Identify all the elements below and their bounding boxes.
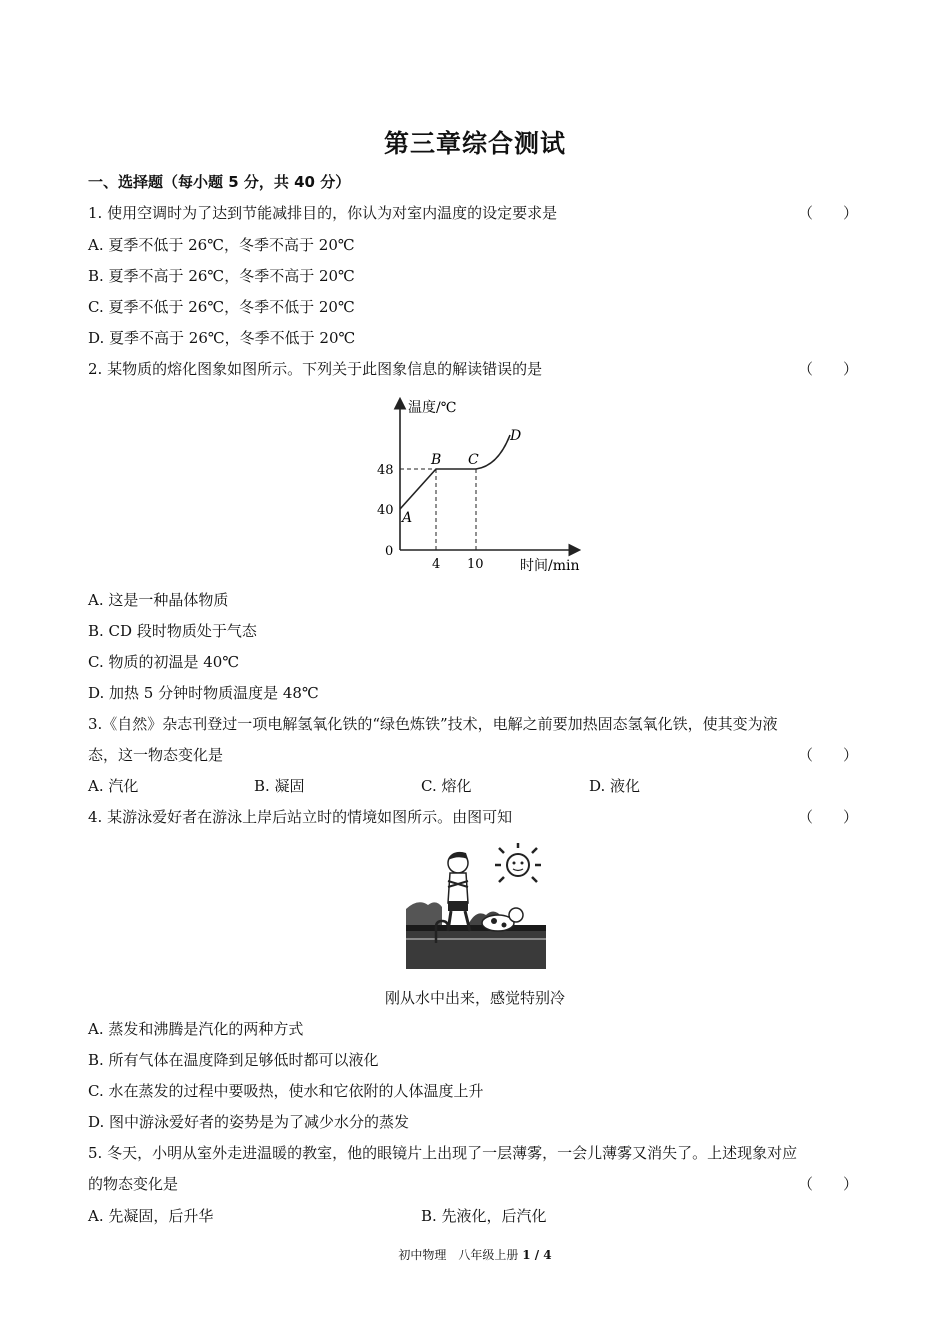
q3-option-c: C. 熔化 — [421, 777, 472, 795]
person-trunks — [448, 901, 468, 911]
q5-stem-line1: 5. 冬天，小明从室外走进温暖的教室，他的眼镜片上出现了一层薄雾，一会儿薄雾又消失了。上述现象对应 — [88, 1144, 798, 1162]
segment-cd — [476, 435, 510, 469]
person-body — [448, 873, 468, 903]
q1-option-d: D. 夏季不高于 26℃，冬季不低于 20℃ — [88, 329, 356, 347]
dog-head — [509, 908, 523, 922]
origin-tick-label: 0 — [385, 544, 394, 559]
point-label-d: D — [510, 428, 522, 444]
sun — [507, 854, 529, 876]
x-tick-10: 10 — [467, 557, 484, 572]
ground — [406, 925, 546, 969]
q4-option-a: A. 蒸发和沸腾是汽化的两种方式 — [88, 1020, 304, 1038]
q4-figure-caption: 刚从水中出来，感觉特别冷 — [384, 989, 565, 1007]
q3-stem-line2: 态，这一物态变化是 — [88, 746, 224, 764]
section-heading: 一、选择题（每小题 5 分，共 40 分） — [88, 173, 351, 191]
q1-stem: 1. 使用空调时为了达到节能减排目的，你认为对室内温度的设定要求是 — [88, 204, 558, 222]
q4-answer-paren: （ ） — [798, 808, 859, 826]
sun-eye-right — [521, 862, 524, 865]
y-tick-40: 40 — [377, 503, 394, 518]
melting-chart — [370, 390, 590, 580]
dog-spot-2 — [502, 923, 507, 928]
y-tick-48: 48 — [377, 463, 394, 478]
footer-text: 初中物理 八年级上册 — [398, 1248, 523, 1262]
q2-option-c: C. 物质的初温是 40℃ — [88, 653, 240, 671]
q5-answer-paren: （ ） — [798, 1175, 859, 1193]
dog-spot — [491, 918, 497, 924]
q2-answer-paren: （ ） — [798, 360, 859, 378]
q5-option-b: B. 先液化，后汽化 — [421, 1207, 547, 1225]
q4-option-d: D. 图中游泳爱好者的姿势是为了减少水分的蒸发 — [88, 1113, 410, 1131]
q2-option-b: B. CD 段时物质处于气态 — [88, 622, 257, 640]
q2-stem: 2. 某物质的熔化图象如图所示。下列关于此图象信息的解读错误的是 — [88, 360, 543, 378]
q3-option-a: A. 汽化 — [88, 777, 139, 795]
q5-stem-line2: 的物态变化是 — [88, 1175, 179, 1193]
q1-answer-paren: （ ） — [798, 204, 859, 222]
q3-option-b: B. 凝固 — [254, 777, 305, 795]
q4-option-c: C. 水在蒸发的过程中要吸热，使水和它依附的人体温度上升 — [88, 1082, 484, 1100]
y-axis-label: 温度/℃ — [408, 400, 457, 416]
page-footer — [0, 1246, 950, 1263]
q5-option-a: A. 先凝固，后升华 — [88, 1207, 214, 1225]
q4-option-b: B. 所有气体在温度降到足够低时都可以液化 — [88, 1051, 379, 1069]
q1-option-b: B. 夏季不高于 26℃，冬季不高于 20℃ — [88, 267, 355, 285]
sun-eye-left — [513, 862, 516, 865]
page-number: 1 / 4 — [522, 1248, 552, 1262]
point-label-b: B — [431, 452, 442, 468]
q1-option-a: A. 夏季不低于 26℃，冬季不高于 20℃ — [88, 236, 355, 254]
page-title: 第三章综合测试 — [383, 129, 566, 158]
q3-option-d: D. 液化 — [589, 777, 641, 795]
point-label-a: A — [402, 510, 413, 526]
q2-option-d: D. 加热 5 分钟时物质温度是 48℃ — [88, 684, 319, 702]
swimmer-illustration — [398, 843, 558, 975]
x-axis-label: 时间/min — [520, 558, 580, 574]
q2-option-a: A. 这是一种晶体物质 — [88, 591, 229, 609]
q3-stem-line1: 3.《自然》杂志刊登过一项电解氢氧化铁的“绿色炼铁”技术，电解之前要加热固态氢氧化铁，使其变为液 — [88, 715, 778, 733]
q3-answer-paren: （ ） — [798, 746, 859, 764]
segment-ab — [400, 469, 436, 509]
point-label-c: C — [468, 452, 479, 468]
q4-stem: 4. 某游泳爱好者在游泳上岸后站立时的情境如图所示。由图可知 — [88, 808, 513, 826]
pool-edge — [406, 925, 546, 931]
q1-option-c: C. 夏季不低于 26℃，冬季不低于 20℃ — [88, 298, 355, 316]
x-tick-4: 4 — [432, 557, 441, 572]
